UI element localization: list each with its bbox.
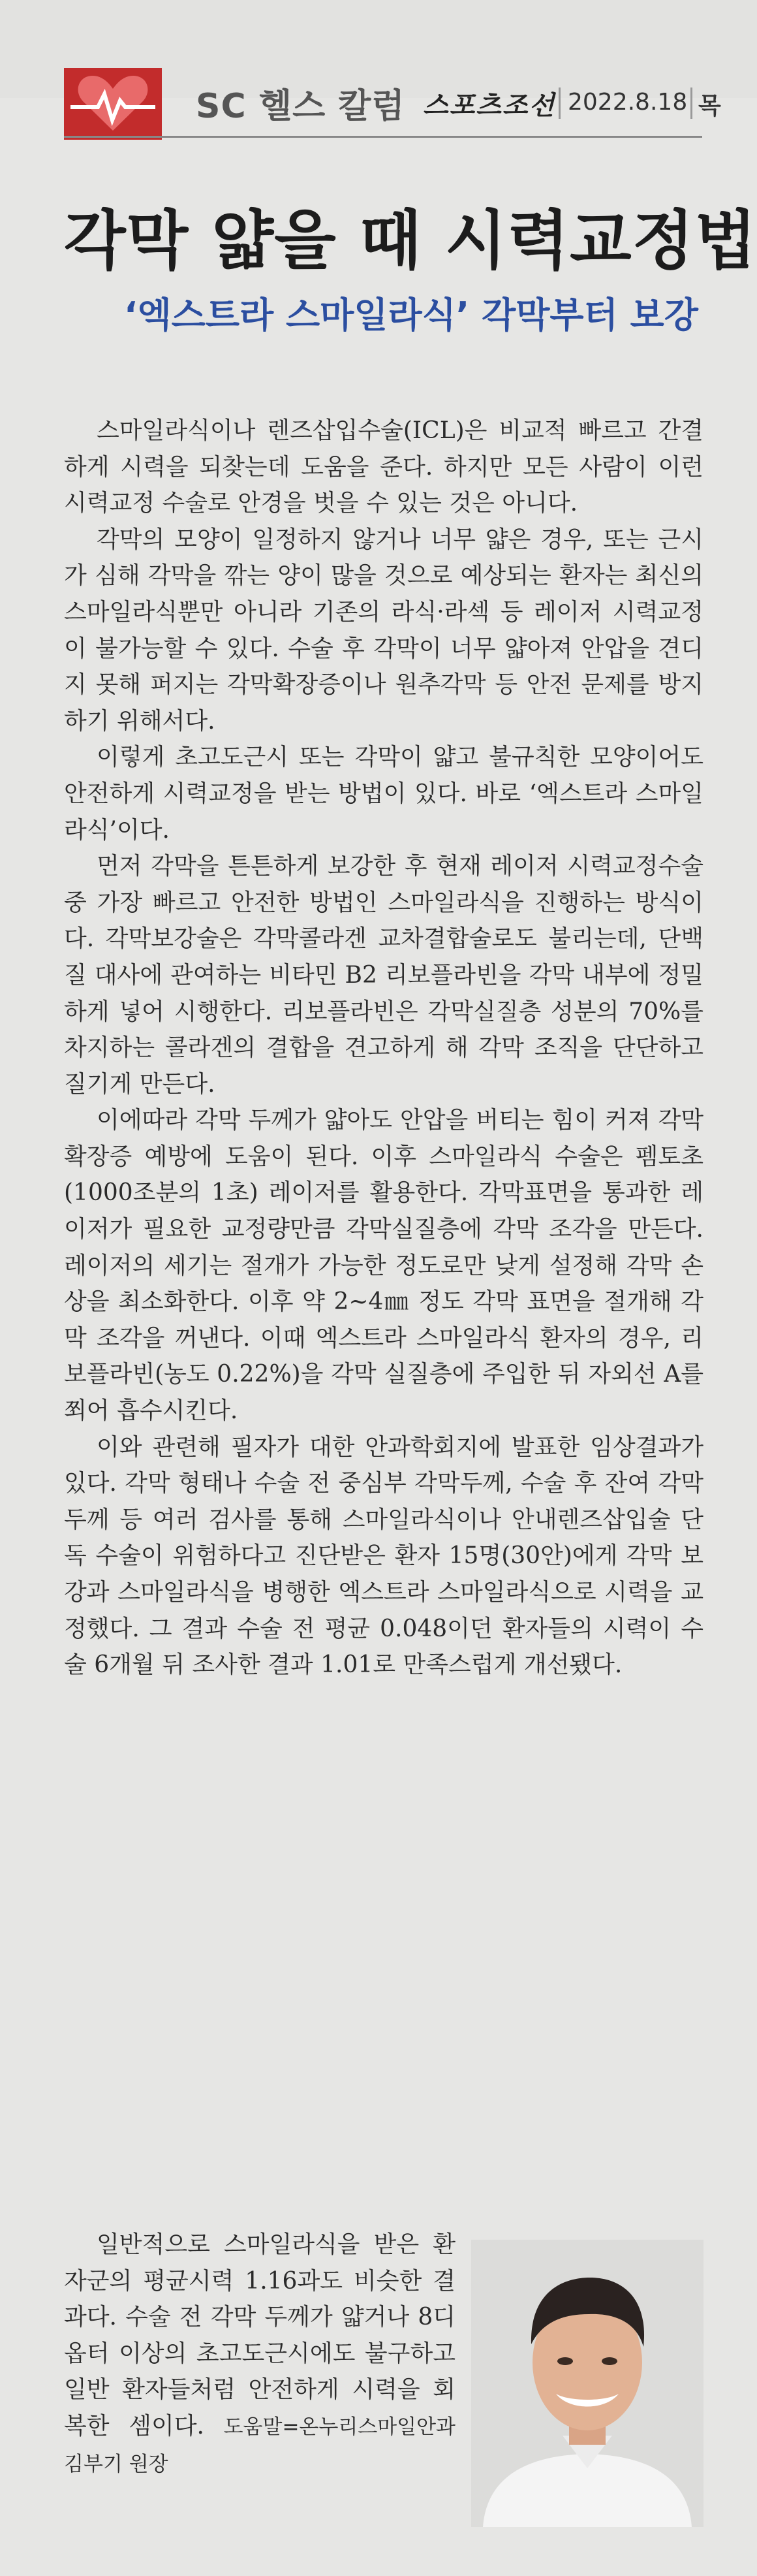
article-paragraph: 이와 관련해 필자가 대한 안과학회지에 발표한 임상결과가 있다. 각막 형태나 수술 전 중심부 각막두께, 수술 후 잔여 각막 두께 등 여러 검사를 통해 스마일라식이나 안내렌즈삽입술 단독 수술이 위험하다고 진단받은 환자 15명(30안)에게 각막 보강과 스마일라식을 병행한 엑스트라 스마일라식으로 시력을 교정했다. 그 결과 수술 전 평균 0.048이던 환자들의 시력이 수술 6개월 뒤 조사한 결과 1.01로 만족스럽게 개선됐다.: [64, 1433, 703, 1679]
heart-pulse-icon: [64, 68, 162, 140]
article-credit: 도움말=온누리스마일안과 김부기 원장: [64, 2415, 456, 2476]
article-paragraph: 각막의 모양이 일정하지 않거나 너무 얇은 경우, 또는 근시가 심해 각막을 깎는 양이 많을 것으로 예상되는 환자는 최신의 스마일라식뿐만 아니라 기존의 라식·라섹 등 레이저 시력교정이 불가능할 수 있다. 수술 후 각막이 너무 얇아져 안압을 견디지 못해 퍼지는 각막확장증이나 원추각막 등 안전 문제를 방지하기 위해서다.: [64, 526, 703, 735]
header-divider: [690, 87, 692, 119]
article-title: 각막 얇을 때 시력교정법: [64, 203, 757, 278]
article-last-paragraph: 일반적으로 스마일라식을 받은 환자군의 평균시력 1.16과도 비슷한 결과다. 수술 전 각막 두께가 얇거나 8디옵터 이상의 초고도근시에도 불구하고 일반 환자들처럼 안전하게 시력을 회복한 셈이다.: [64, 2231, 456, 2440]
header-rule: [64, 136, 702, 138]
header-divider: [559, 87, 561, 119]
newspaper-brand: 스포츠조선: [423, 91, 556, 121]
article-paragraph: 먼저 각막을 튼튼하게 보강한 후 현재 레이저 시력교정수술 중 가장 빠르고 안전한 방법인 스마일라식을 진행하는 방식이다. 각막보강술은 각막콜라겐 교차결합술로도 불리는데, 단백질 대사에 관여하는 비타민 B2 리보플라빈을 각막 내부에 정밀하게 넣어 시행한다. 리보플라빈은 각막실질층 성분의 70%를 차지하는 콜라겐의 결합을 견고하게 해 각막 조직을 단단하고 질기게 만든다.: [64, 853, 703, 1098]
article-paragraph: [64, 2227, 456, 2483]
article-subtitle: ‘엑스트라 스마일라식’ 각막부터 보강: [124, 294, 698, 336]
article-body: [64, 413, 703, 1683]
column-label: SC 헬스 칼럼: [196, 87, 405, 126]
author-photo: [471, 2240, 703, 2527]
article-paragraph: 이렇게 초고도근시 또는 각막이 얇고 불규칙한 모양이어도 안전하게 시력교정을 받는 방법이 있다. 바로 ‘엑스트라 스마일라식’이다.: [64, 744, 704, 844]
article-paragraph: 이에따라 각막 두께가 얇아도 안압을 버티는 힘이 커져 각막 확장증 예방에 도움이 된다. 이후 스마일라식 수술은 펨토초(1000조분의 1초) 레이저를 활용한다. 각막표면을 통과한 레이저가 필요한 교정량만큼 각막실질층에 각막 조각을 만든다. 레이저의 세기는 절개가 가능한 정도로만 낮게 설정해 각막 손상을 최소화한다. 이후 약 2~4㎜ 정도 각막 표면을 절개해 각막 조각을 꺼낸다. 이때 엑스트라 스마일라식 환자의 경우, 리보플라빈(농도 0.22%)을 각막 실질층에 주입한 뒤 자외선 A를 쬐어 흡수시킨다.: [64, 1107, 703, 1425]
publish-day: 목: [698, 93, 721, 119]
article-last-paragraph-block: [64, 2227, 456, 2483]
publish-date: 2022.8.18: [568, 89, 688, 116]
article-paragraph: 스마일라식이나 렌즈삽입수술(ICL)은 비교적 빠르고 간결하게 시력을 되찾는데 도움을 준다. 하지만 모든 사람이 이런 시력교정 수술로 안경을 벗을 수 있는 것은 아니다.: [64, 417, 703, 517]
